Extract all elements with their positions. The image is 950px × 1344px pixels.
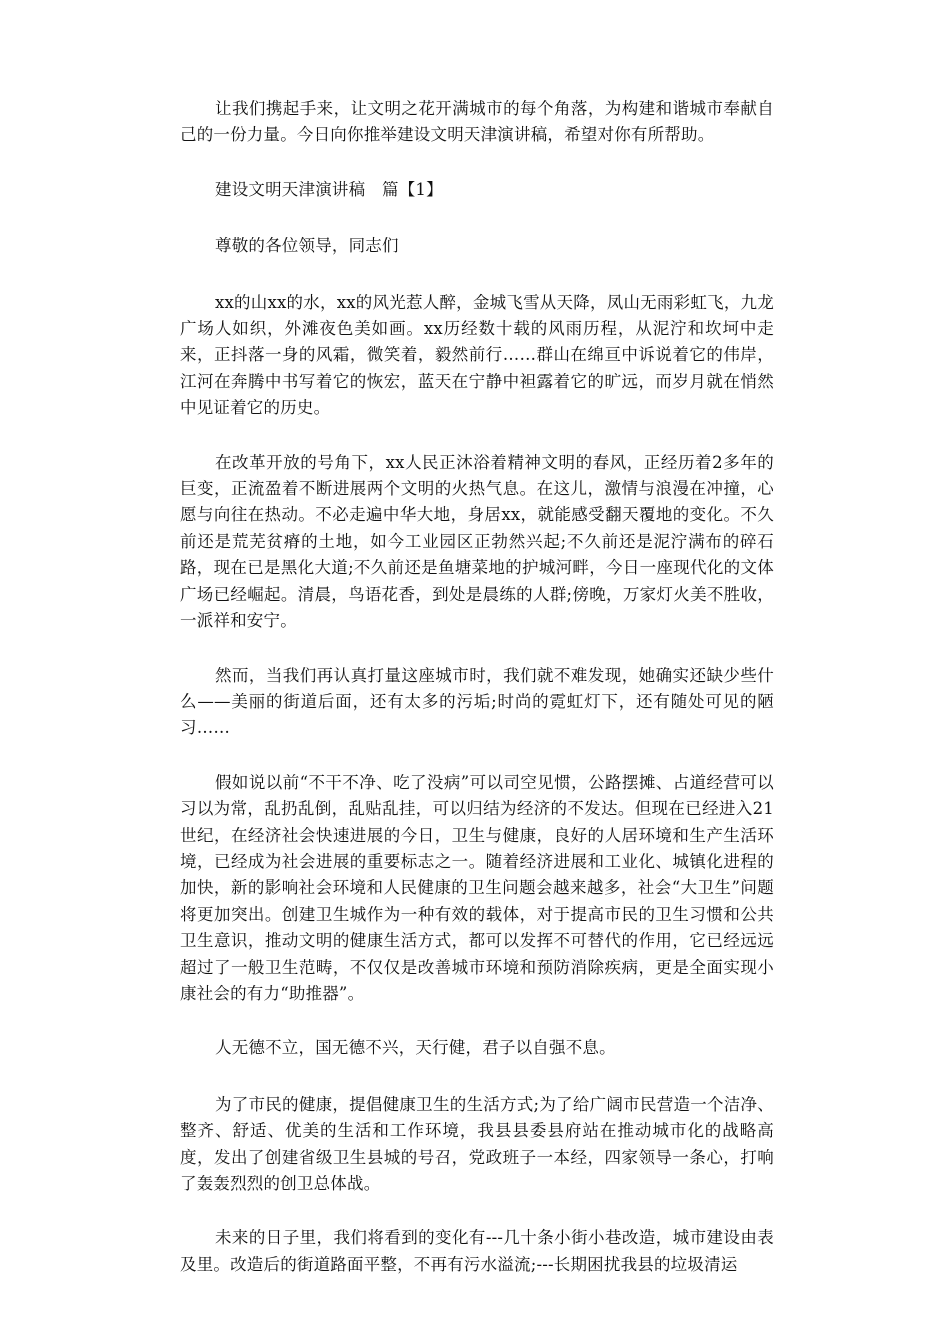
body-paragraph: 然而，当我们再认真打量这座城市时，我们就不难发现，她确实还缺少些什么——美丽的街道后面，还有太多的污垢;时尚的霓虹灯下，还有随处可见的陋习…… <box>180 665 774 738</box>
section-heading: 建设文明天津演讲稿 篇【1】 <box>215 179 443 199</box>
body-paragraph: 未来的日子里，我们将看到的变化有---几十条小街小巷改造，城市建设由表及里。改造后的街道路面平整，不再有污水溢流;---长期困扰我县的垃圾清运 <box>180 1228 774 1274</box>
salutation: 尊敬的各位领导，同志们 <box>215 236 399 256</box>
body-paragraph: 在改革开放的号角下，xx人民正沐浴着精神文明的春风，正经历着2多年的巨变，正流盈着不断进展两个文明的火热气息。在这儿，激情与浪漫在冲撞，心愿与向往在热动。不必走遍中华大地，身居xx，就能感受翻天覆地的变化。不久前还是荒芜贫瘠的土地，如今工业园区正勃然兴起;不久前还是泥泞满布的碎石路，现在已是黑化大道;不久前还是鱼塘菜地的护城河畔，今日一座现代化的文体广场已经崛起。清晨，鸟语花香，到处是晨练的人群;傍晚，万家灯火美不胜收，一派祥和安宁。 <box>180 452 774 631</box>
body-paragraph: 假如说以前“不干不净、吃了没病”可以司空见惯，公路摆摊、占道经营可以习以为常，乱扔乱倒，乱贴乱挂，可以归结为经济的不发达。但现在已经进入21世纪，在经济社会快速进展的今日，卫生与健康，良好的人居环境和生产生活环境，已经成为社会进展的重要标志之一。随着经济进展和工业化、城镇化进程的加快，新的影响社会环境和人民健康的卫生问题会越来越多，社会“大卫生”问题将更加突出。创建卫生城作为一种有效的载体，对于提高市民的卫生习惯和公共卫生意识，推动文明的健康生活方式，都可以发挥不可替代的作用，它已经远远超过了一般卫生范畴，不仅仅是改善城市环境和预防消除疾病，更是全面实现小康社会的有力“助推器”。 <box>180 772 774 1003</box>
body-paragraph: 为了市民的健康，提倡健康卫生的生活方式;为了给广阔市民营造一个洁净、整齐、舒适、优美的生活和工作环境，我县县委县府站在推动城市化的战略高度，发出了创建省级卫生县城的号召，党政班子一本经，四家领导一条心，打响了轰轰烈烈的创卫总体战。 <box>180 1094 774 1193</box>
intro-paragraph: 让我们携起手来，让文明之花开满城市的每个角落，为构建和谐城市奉献自己的一份力量。今日向你推举建设文明天津演讲稿，希望对你有所帮助。 <box>180 99 774 145</box>
body-paragraph: xx的山xx的水，xx的风光惹人醉，金城飞雪从天降，凤山无雨彩虹飞，九龙广场人如织，外滩夜色美如画。xx历经数十载的风雨历程，从泥泞和坎坷中走来，正抖落一身的风霜，微笑着，毅然前行……群山在绵亘中诉说着它的伟岸，江河在奔腾中书写着它的恢宏，蓝天在宁静中袒露着它的旷远，而岁月就在悄然中见证着它的历史。 <box>180 292 774 418</box>
document-page <box>180 96 774 1306</box>
body-paragraph: 人无德不立，国无德不兴，天行健，君子以自强不息。 <box>215 1038 616 1058</box>
